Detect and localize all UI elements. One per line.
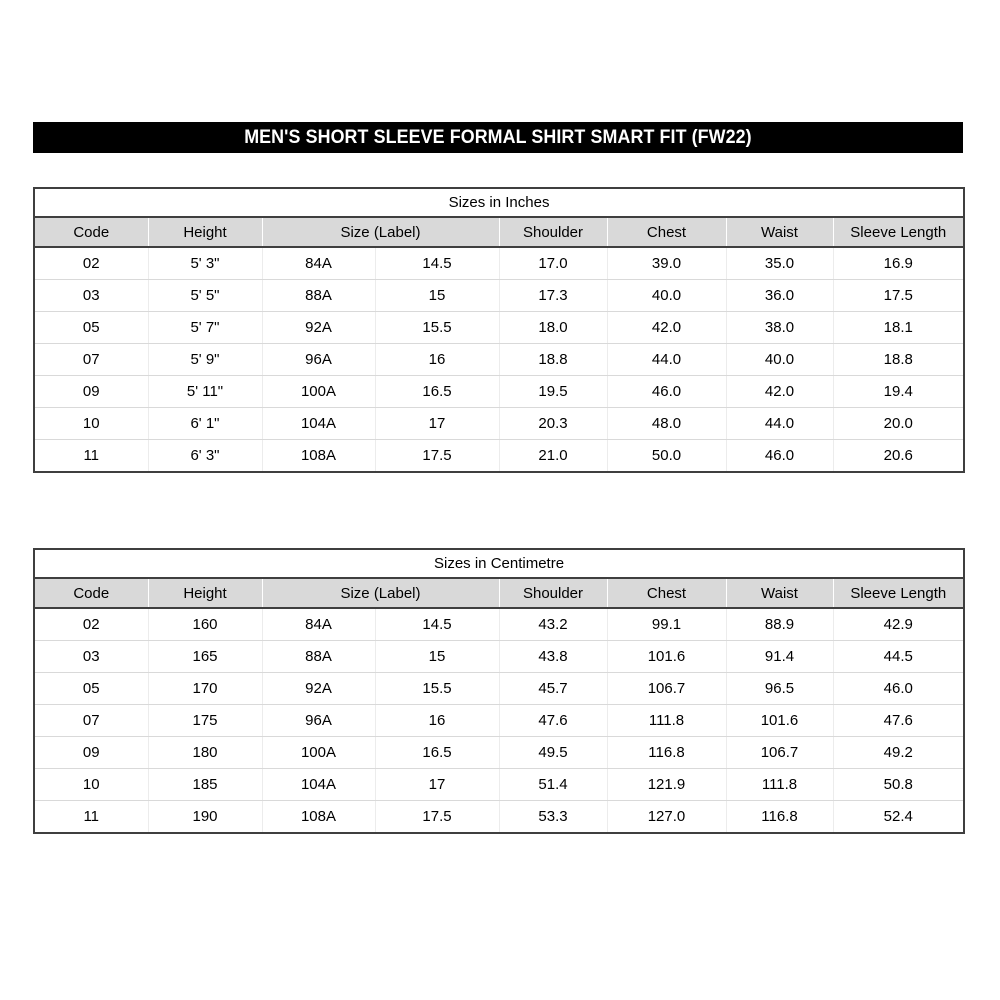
column-header: Size (Label) [262, 217, 499, 247]
table-cell: 42.0 [726, 376, 833, 408]
table-cell: 14.5 [375, 247, 499, 280]
table-row [34, 344, 964, 376]
table-cell: 111.8 [607, 705, 726, 737]
table-cell: 39.0 [607, 247, 726, 280]
table-cell: 15 [375, 280, 499, 312]
table-cell: 09 [34, 376, 148, 408]
table-cell: 185 [148, 769, 262, 801]
table-cell: 19.5 [499, 376, 607, 408]
table-cell: 02 [34, 247, 148, 280]
table-cell: 121.9 [607, 769, 726, 801]
table-cell: 47.6 [499, 705, 607, 737]
table-cell: 20.0 [833, 408, 964, 440]
table-cell: 09 [34, 737, 148, 769]
table-cell: 88A [262, 280, 375, 312]
table-cell: 170 [148, 673, 262, 705]
table-cell: 16 [375, 705, 499, 737]
table-cell: 18.8 [833, 344, 964, 376]
table-cell: 108A [262, 440, 375, 473]
table-cell: 84A [262, 247, 375, 280]
table-cell: 40.0 [726, 344, 833, 376]
table-cell: 88A [262, 641, 375, 673]
sizes-in-inches-table [33, 187, 965, 473]
table-cell: 03 [34, 280, 148, 312]
table-cell: 127.0 [607, 801, 726, 834]
table-cell: 52.4 [833, 801, 964, 834]
column-header: Size (Label) [262, 578, 499, 608]
column-header: Waist [726, 578, 833, 608]
table-cell: 88.9 [726, 608, 833, 641]
table-cell: 15.5 [375, 312, 499, 344]
table-cell: 5' 7" [148, 312, 262, 344]
table-cell: 175 [148, 705, 262, 737]
table-cell: 47.6 [833, 705, 964, 737]
table-cell: 44.0 [607, 344, 726, 376]
table-cell: 07 [34, 705, 148, 737]
table-body [34, 608, 964, 833]
table-cell: 17.5 [375, 801, 499, 834]
table-cell: 190 [148, 801, 262, 834]
table-cell: 5' 9" [148, 344, 262, 376]
table-cell: 51.4 [499, 769, 607, 801]
table-cell: 17 [375, 769, 499, 801]
table-cell: 106.7 [607, 673, 726, 705]
column-header: Chest [607, 217, 726, 247]
table-cell: 17.0 [499, 247, 607, 280]
table-cell: 38.0 [726, 312, 833, 344]
table-cell: 160 [148, 608, 262, 641]
table-row [34, 247, 964, 280]
table-cell: 100A [262, 737, 375, 769]
table-cell: 42.0 [607, 312, 726, 344]
table-cell: 100A [262, 376, 375, 408]
table-cell: 48.0 [607, 408, 726, 440]
table-cell: 44.0 [726, 408, 833, 440]
table-cell: 18.8 [499, 344, 607, 376]
table-cell: 35.0 [726, 247, 833, 280]
table-row [34, 769, 964, 801]
table-cell: 20.3 [499, 408, 607, 440]
table-row [34, 608, 964, 641]
column-header: Code [34, 578, 148, 608]
table-cell: 50.0 [607, 440, 726, 473]
table-cell: 03 [34, 641, 148, 673]
table-cell: 36.0 [726, 280, 833, 312]
table-cell: 10 [34, 408, 148, 440]
table-title: Sizes in Centimetre [34, 549, 964, 578]
page-title: MEN'S SHORT SLEEVE FORMAL SHIRT SMART FIT (FW22) [244, 126, 752, 148]
table-head [34, 188, 964, 247]
table-cell: 180 [148, 737, 262, 769]
table-cell: 11 [34, 440, 148, 473]
column-header: Waist [726, 217, 833, 247]
table-row [34, 737, 964, 769]
table-head [34, 549, 964, 608]
table-cell: 5' 5" [148, 280, 262, 312]
table-cell: 49.2 [833, 737, 964, 769]
table-cell: 40.0 [607, 280, 726, 312]
column-header: Sleeve Length [833, 578, 964, 608]
table-row [34, 376, 964, 408]
table-row [34, 440, 964, 473]
table-title: Sizes in Inches [34, 188, 964, 217]
table-cell: 43.8 [499, 641, 607, 673]
column-header: Height [148, 217, 262, 247]
table-cell: 104A [262, 769, 375, 801]
table-cell: 43.2 [499, 608, 607, 641]
table-cell: 104A [262, 408, 375, 440]
table-cell: 42.9 [833, 608, 964, 641]
table-cell: 02 [34, 608, 148, 641]
table-cell: 17.5 [375, 440, 499, 473]
table-cell: 49.5 [499, 737, 607, 769]
table-cell: 11 [34, 801, 148, 834]
table-cell: 101.6 [726, 705, 833, 737]
table-cell: 6' 1" [148, 408, 262, 440]
table-cell: 53.3 [499, 801, 607, 834]
table-cell: 5' 3" [148, 247, 262, 280]
table-cell: 16.5 [375, 737, 499, 769]
sizes-in-centimetre-table [33, 548, 965, 834]
table-row [34, 673, 964, 705]
table-cell: 6' 3" [148, 440, 262, 473]
table-cell: 92A [262, 673, 375, 705]
table-cell: 96A [262, 344, 375, 376]
table-cell: 46.0 [726, 440, 833, 473]
table-cell: 46.0 [607, 376, 726, 408]
table-row [34, 801, 964, 834]
table-cell: 05 [34, 673, 148, 705]
table-cell: 165 [148, 641, 262, 673]
table-cell: 96A [262, 705, 375, 737]
table-cell: 99.1 [607, 608, 726, 641]
table-row [34, 312, 964, 344]
column-header: Shoulder [499, 578, 607, 608]
table-cell: 18.1 [833, 312, 964, 344]
table-body [34, 247, 964, 472]
table-cell: 116.8 [607, 737, 726, 769]
table-cell: 44.5 [833, 641, 964, 673]
table-row [34, 280, 964, 312]
table-cell: 07 [34, 344, 148, 376]
table-cell: 116.8 [726, 801, 833, 834]
table-cell: 19.4 [833, 376, 964, 408]
column-header: Sleeve Length [833, 217, 964, 247]
table-cell: 50.8 [833, 769, 964, 801]
table-cell: 16 [375, 344, 499, 376]
column-header: Height [148, 578, 262, 608]
column-header: Code [34, 217, 148, 247]
table-cell: 16.5 [375, 376, 499, 408]
table-cell: 17 [375, 408, 499, 440]
column-header: Shoulder [499, 217, 607, 247]
table-cell: 05 [34, 312, 148, 344]
table-cell: 46.0 [833, 673, 964, 705]
table-cell: 96.5 [726, 673, 833, 705]
table-cell: 106.7 [726, 737, 833, 769]
table-cell: 91.4 [726, 641, 833, 673]
table-cell: 21.0 [499, 440, 607, 473]
table-row [34, 705, 964, 737]
table-cell: 14.5 [375, 608, 499, 641]
table-cell: 108A [262, 801, 375, 834]
table-cell: 45.7 [499, 673, 607, 705]
table-cell: 92A [262, 312, 375, 344]
table-cell: 17.5 [833, 280, 964, 312]
table-cell: 101.6 [607, 641, 726, 673]
table-cell: 84A [262, 608, 375, 641]
table-cell: 15 [375, 641, 499, 673]
table-cell: 10 [34, 769, 148, 801]
title-bar [33, 122, 963, 153]
table-cell: 20.6 [833, 440, 964, 473]
table-cell: 15.5 [375, 673, 499, 705]
table-cell: 18.0 [499, 312, 607, 344]
column-header: Chest [607, 578, 726, 608]
table-cell: 5' 11" [148, 376, 262, 408]
table-row [34, 641, 964, 673]
table-cell: 111.8 [726, 769, 833, 801]
table-cell: 17.3 [499, 280, 607, 312]
table-cell: 16.9 [833, 247, 964, 280]
table-row [34, 408, 964, 440]
